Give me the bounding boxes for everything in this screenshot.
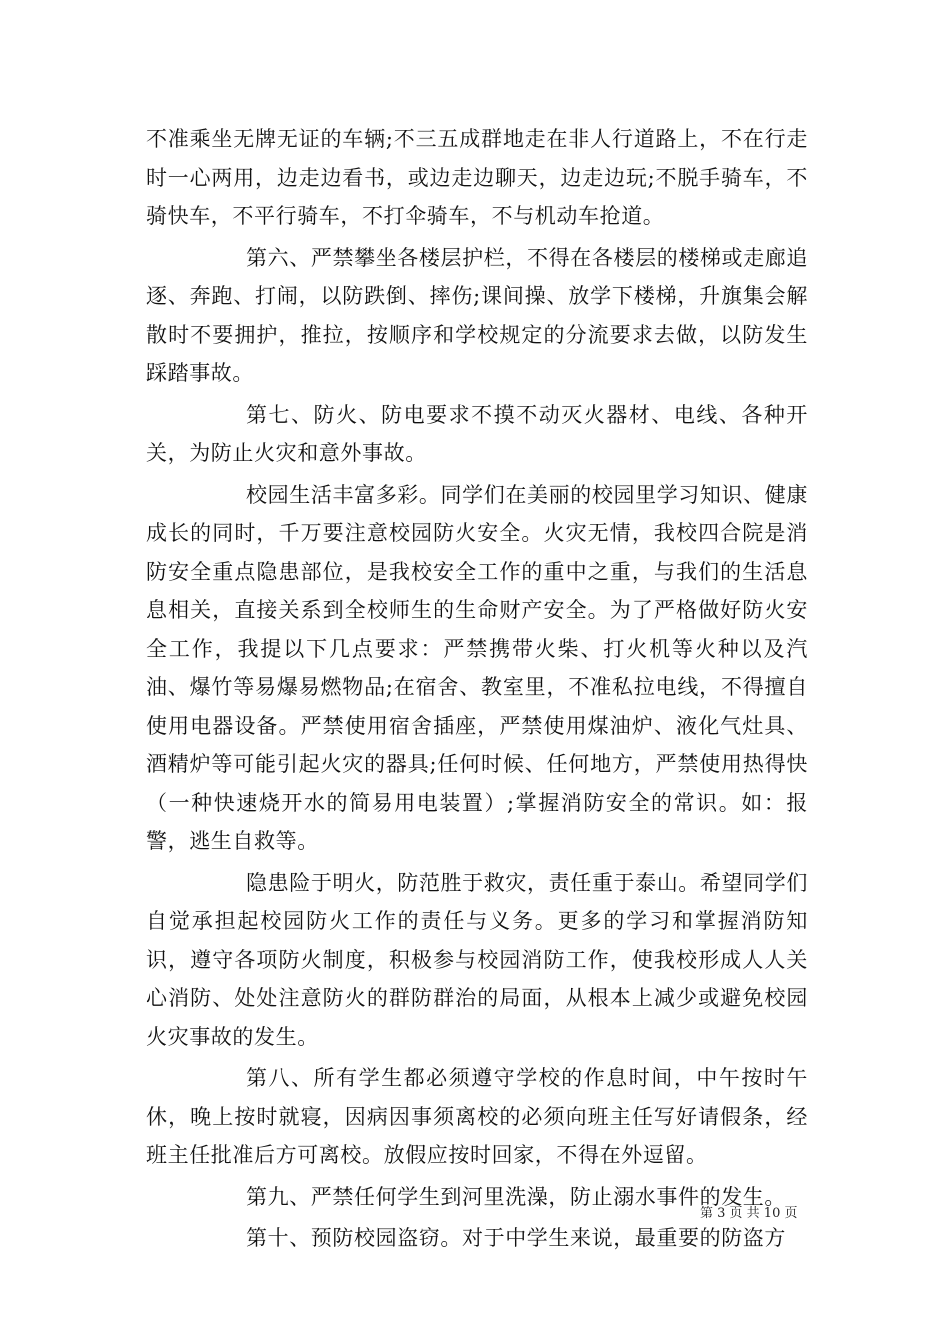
paragraph-rule-ten: 第十、预防校园盗窃。对于中学生来说，最重要的防盗方 bbox=[246, 1226, 786, 1250]
paragraph-rule-six: 第六、严禁攀坐各楼层护栏，不得在各楼层的楼梯或走廊追逐、奔跑、打闹，以防跌倒、摔伤;课间操、放学下楼梯，升旗集会解散时不要拥护，推拉，按顺序和学校规定的分流要求去做，以防发生踩踏事故。 bbox=[146, 245, 808, 385]
document-body bbox=[146, 120, 808, 1261]
paragraph-traffic-rules: 不准乘坐无牌无证的车辆;不三五成群地走在非人行道路上，不在行走时一心两用，边走边看书，或边走边聊天，边走边玩;不脱手骑车，不骑快车，不平行骑车，不打伞骑车，不与机动车抢道。 bbox=[146, 127, 808, 228]
paragraph-fire-safety: 校园生活丰富多彩。同学们在美丽的校园里学习知识、健康成长的同时，千万要注意校园防火安全。火灾无情，我校四合院是消防安全重点隐患部位，是我校安全工作的重中之重，与我们的生活息息相关，直接关系到全校师生的生命财产安全。为了严格做好防火安全工作，我提以下几点要求：严禁携带火柴、打火机等火种以及汽油、爆竹等易爆易燃物品;在宿舍、教室里，不准私拉电线，不得擅自使用电器设备。严禁使用宿舍插座，严禁使用煤油炉、液化气灶具、酒精炉等可能引起火灾的器具;任何时候、任何地方，严禁使用热得快（一种快速烧开水的简易用电装置）;掌握消防安全的常识。如：报警，逃生自救等。 bbox=[146, 482, 808, 853]
paragraph-rule-eight: 第八、所有学生都必须遵守学校的作息时间，中午按时午休，晚上按时就寝，因病因事须离校的必须向班主任写好请假条，经班主任批准后方可离校。放假应按时回家，不得在外逗留。 bbox=[146, 1066, 808, 1167]
page-number-footer: 第 3 页 共 10 页 bbox=[700, 1206, 798, 1221]
paragraph-rule-seven: 第七、防火、防电要求不摸不动灭火器材、电线、各种开关，为防止火灾和意外事故。 bbox=[146, 402, 808, 465]
paragraph-rule-nine: 第九、严禁任何学生到河里洗澡，防止溺水事件的发生。 bbox=[246, 1184, 786, 1209]
paragraph-fire-prevention: 隐患险于明火，防范胜于救灾，责任重于泰山。希望同学们自觉承担起校园防火工作的责任与义务。更多的学习和掌握消防知识，遵守各项防火制度，积极参与校园消防工作，使我校形成人人关心消防、处处注意防火的群防群治的局面，从根本上减少或避免校园火灾事故的发生。 bbox=[146, 870, 808, 1049]
